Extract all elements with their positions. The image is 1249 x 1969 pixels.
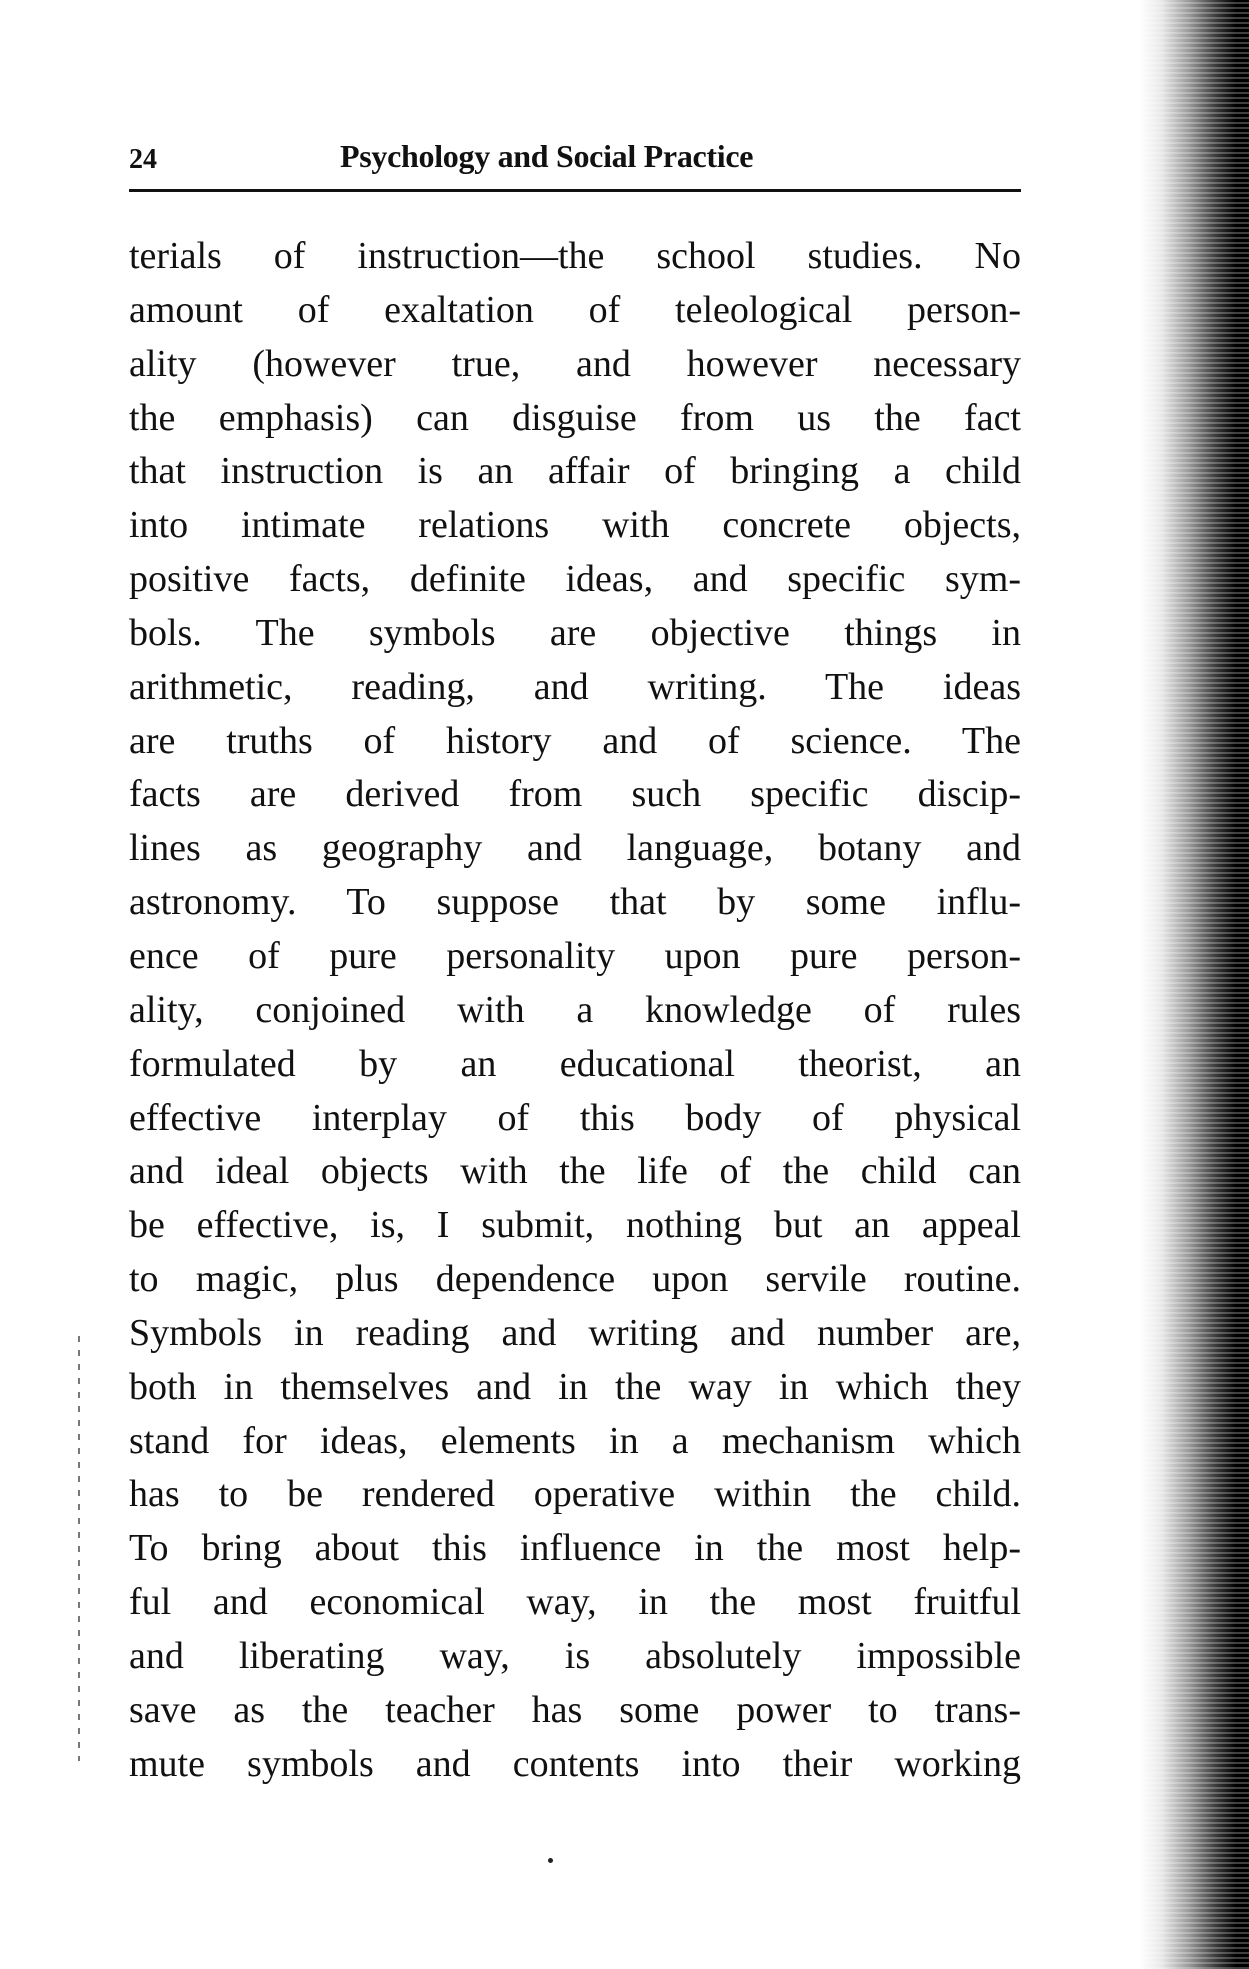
text-line-content: formulated by an educational theorist, an — [129, 1042, 1021, 1085]
text-line-content: lines as geography and language, botany and — [129, 827, 1021, 870]
text-line — [129, 661, 1021, 715]
text-line — [129, 553, 1021, 607]
page-edge-texture — [1140, 0, 1249, 1969]
text-line-content: positive facts, definite ideas, and specific sym- — [129, 558, 1021, 601]
text-line — [129, 1576, 1021, 1630]
text-line-content: the emphasis) can disguise from us the fact — [129, 396, 1021, 439]
text-line — [129, 715, 1021, 769]
text-line — [129, 338, 1021, 392]
text-line-content: that instruction is an affair of bringing a child — [129, 450, 1021, 493]
text-line-content: ful and economical way, in the most fruitful — [129, 1581, 1021, 1624]
text-line-content: to magic, plus dependence upon servile routine. — [129, 1258, 1021, 1301]
text-line — [129, 499, 1021, 553]
text-line-content: and ideal objects with the life of the child can — [129, 1150, 1021, 1193]
text-line-content: arithmetic, reading, and writing. The ideas — [129, 665, 1021, 708]
text-line-content: ence of pure personality upon pure person- — [129, 934, 1021, 977]
running-title: Psychology and Social Practice — [340, 138, 754, 174]
text-line — [129, 1145, 1021, 1199]
text-line — [129, 984, 1021, 1038]
text-line-content: effective interplay of this body of physical — [129, 1096, 1021, 1139]
text-line — [129, 1684, 1021, 1738]
text-line-content: into intimate relations with concrete objects, — [129, 504, 1021, 547]
text-line-content: amount of exaltation of teleological person- — [129, 288, 1021, 331]
text-line — [129, 284, 1021, 338]
text-line — [129, 230, 1021, 284]
margin-pencil-mark — [78, 1336, 80, 1761]
text-line — [129, 930, 1021, 984]
stray-dot — [548, 1858, 553, 1863]
text-line — [129, 1415, 1021, 1469]
text-line — [129, 1361, 1021, 1415]
text-line-content: To bring about this influence in the most help- — [129, 1527, 1021, 1570]
text-line — [129, 607, 1021, 661]
text-line — [129, 1253, 1021, 1307]
text-line-content: are truths of history and of science. The — [129, 719, 1021, 762]
text-line-content: facts are derived from such specific discip- — [129, 773, 1021, 816]
text-line — [129, 392, 1021, 446]
text-line-content: astronomy. To suppose that by some influ- — [129, 881, 1021, 924]
text-line — [129, 1199, 1021, 1253]
text-line — [129, 1092, 1021, 1146]
text-line — [129, 1522, 1021, 1576]
text-line — [129, 822, 1021, 876]
text-line-content: be effective, is, I submit, nothing but an appeal — [129, 1204, 1021, 1247]
text-line-content: both in themselves and in the way in which they — [129, 1365, 1021, 1408]
text-line-content: ality, conjoined with a knowledge of rules — [129, 988, 1021, 1031]
text-line — [129, 876, 1021, 930]
text-line-content: has to be rendered operative within the child. — [129, 1473, 1021, 1516]
text-line — [129, 445, 1021, 499]
text-line-content: save as the teacher has some power to trans- — [129, 1688, 1021, 1731]
text-line-content: bols. The symbols are objective things in — [129, 611, 1021, 654]
text-line — [129, 1307, 1021, 1361]
text-line-content: and liberating way, is absolutely impossible — [129, 1634, 1021, 1677]
text-line — [129, 1630, 1021, 1684]
text-line — [129, 1038, 1021, 1092]
text-line-content: Symbols in reading and writing and number are, — [129, 1311, 1021, 1354]
header-rule — [129, 189, 1021, 192]
text-line-content: terials of instruction—the school studies. No — [129, 235, 1021, 277]
text-line — [129, 1738, 1021, 1792]
text-line — [129, 1468, 1021, 1522]
text-line-content: ality (however true, and however necessary — [129, 342, 1021, 385]
text-line-content: mute symbols and contents into their working — [129, 1742, 1021, 1785]
body-text — [129, 230, 1021, 1791]
text-line-content: stand for ideas, elements in a mechanism which — [129, 1419, 1021, 1462]
text-line — [129, 768, 1021, 822]
page-number: 24 — [129, 144, 157, 175]
